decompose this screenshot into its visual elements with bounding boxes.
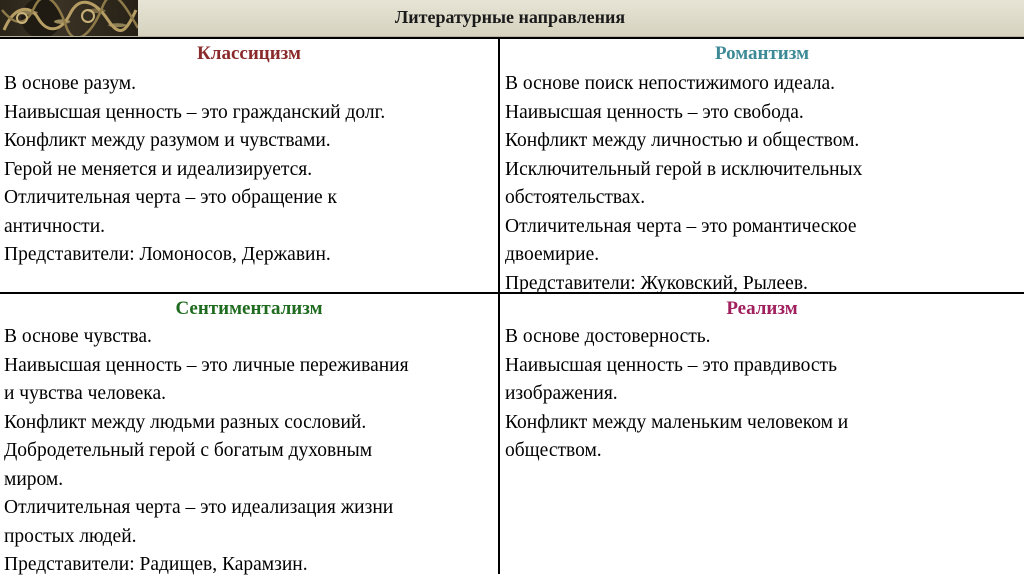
romanticism-line: Представители: Жуковский, Рылеев.	[505, 272, 808, 294]
romanticism-line: обстоятельствах.	[505, 187, 646, 208]
page-title: Литературные направления	[394, 7, 626, 27]
sentimentalism-line: Конфликт между людьми разных сословий.	[4, 411, 367, 433]
realism-line: изображения.	[505, 383, 618, 404]
classicism-line: Отличительная черта – это обращение к	[4, 187, 338, 208]
classicism-line: В основе разум.	[4, 73, 136, 94]
romanticism-line: Исключительный герой в исключительных	[505, 158, 863, 180]
classicism-heading: Классицизм	[197, 43, 301, 64]
sentimentalism-heading: Сентиментализм	[175, 298, 323, 319]
sentimentalism-line: Представители: Радищев, Карамзин.	[4, 554, 308, 575]
sentimentalism-line: Наивысшая ценность – это личные переживания	[4, 354, 409, 376]
romanticism-line: Конфликт между личностью и обществом.	[505, 130, 860, 151]
classicism-line: Конфликт между разумом и чувствами.	[4, 130, 331, 151]
romanticism-line: Отличительная черта – это романтическое	[505, 215, 857, 237]
sentimentalism-cell	[4, 323, 496, 580]
realism-cell	[505, 323, 1020, 466]
classicism-cell	[4, 70, 496, 270]
ornament-decoration	[0, 0, 138, 36]
sentimentalism-line: миром.	[4, 468, 64, 490]
sentimentalism-line: и чувства человека.	[4, 383, 167, 404]
sentimentalism-line: Отличительная черта – это идеализация жизни	[4, 497, 394, 518]
classicism-line: Представители: Ломоносов, Державин.	[4, 244, 331, 265]
romanticism-cell	[505, 70, 1020, 298]
romanticism-line: В основе поиск непостижимого идеала.	[505, 73, 836, 94]
realism-line: обществом.	[505, 440, 602, 461]
table-top-border	[0, 37, 1024, 39]
sentimentalism-line: В основе чувства.	[4, 326, 152, 347]
header-bar	[0, 0, 1024, 37]
sentimentalism-line: простых людей.	[4, 525, 137, 547]
classicism-line: античности.	[4, 215, 106, 237]
romanticism-heading: Романтизм	[714, 43, 810, 64]
realism-heading: Реализм	[726, 298, 798, 319]
realism-line: Конфликт между маленьким человеком и	[505, 411, 849, 433]
realism-line: Наивысшая ценность – это правдивость	[505, 354, 837, 376]
romanticism-line: двоемирие.	[505, 244, 600, 265]
realism-line: В основе достоверность.	[505, 326, 711, 347]
classicism-line: Наивысшая ценность – это гражданский долг.	[4, 101, 386, 123]
sentimentalism-line: Добродетельный герой с богатым духовным	[4, 440, 373, 461]
romanticism-line: Наивысшая ценность – это свобода.	[505, 101, 804, 123]
classicism-line: Герой не меняется и идеализируется.	[4, 158, 313, 180]
